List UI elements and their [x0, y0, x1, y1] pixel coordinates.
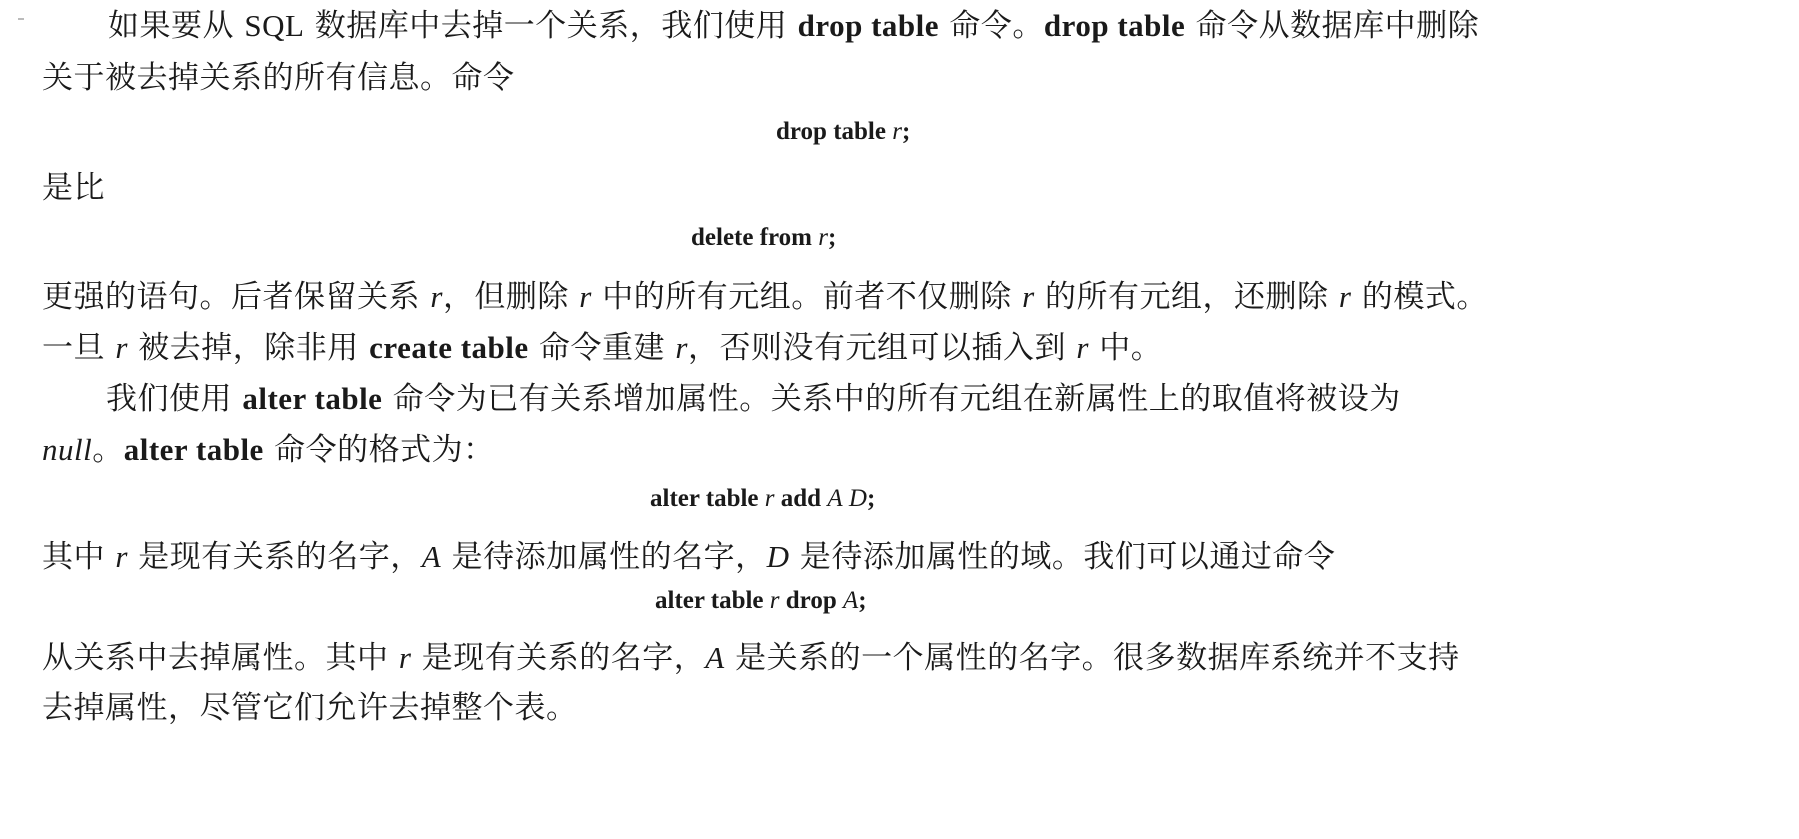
code-alter-table-drop: [655, 586, 867, 616]
text: 被去掉，除非用: [127, 330, 370, 366]
code-semicolon: ;: [901, 118, 911, 145]
code-semicolon: ;: [866, 485, 876, 512]
text: 中。: [1088, 330, 1163, 366]
paragraph-2: [42, 168, 105, 208]
keyword-drop-table: drop table: [1043, 8, 1186, 43]
code-keyword: drop: [785, 587, 837, 614]
text: 数据库中去掉一个关系，我们使用: [304, 8, 798, 44]
code-drop-table: [776, 117, 910, 147]
text: 从关系中去掉属性。其中: [42, 640, 399, 676]
var-a: A: [421, 539, 442, 574]
var-r: r: [115, 539, 128, 574]
code-keyword: delete from: [691, 224, 813, 251]
text: ，否则没有元组可以插入到: [687, 330, 1077, 366]
var-r: r: [1022, 279, 1035, 314]
code-alter-table-add: [650, 484, 875, 514]
paragraph-1-line-1: [108, 6, 1479, 46]
paragraph-4-line-1: [106, 379, 1401, 419]
keyword-alter-table: alter table: [123, 432, 264, 467]
var-a: A: [705, 640, 725, 675]
text: 命令从数据库中删除: [1185, 8, 1480, 44]
paragraph-3-line-2: [42, 328, 1162, 368]
code-keyword: alter table: [655, 587, 764, 614]
code-semicolon: ;: [858, 587, 867, 614]
var-r: r: [1076, 330, 1089, 365]
paragraph-1-line-2: [42, 58, 515, 98]
var-null: null: [42, 432, 93, 467]
text: 的所有元组，还删除: [1034, 279, 1339, 315]
scan-speck: [18, 18, 24, 20]
text: 是待添加属性的域。我们可以通过命令: [789, 539, 1336, 575]
keyword-drop-table: drop table: [797, 8, 940, 43]
text: 是待添加属性的名字，: [441, 539, 767, 575]
paragraph-3-line-1: [42, 277, 1488, 317]
text: 。: [92, 432, 124, 468]
code-keyword: alter table: [650, 485, 759, 512]
code-delete-from: [691, 223, 836, 253]
text: 更强的语句。后者保留关系: [42, 279, 431, 315]
code-var: r: [818, 224, 828, 251]
text: 命令为已有关系增加属性。关系中的所有元组在新属性上的取值将被设为: [382, 381, 1401, 417]
var-d: D: [766, 539, 790, 574]
paragraph-6-line-2: [42, 688, 578, 728]
keyword-alter-table: alter table: [242, 381, 383, 416]
code-keyword: add: [780, 485, 822, 512]
code-var: D: [848, 485, 867, 512]
paragraph-4-line-2: [42, 430, 495, 470]
text: 我们使用: [106, 381, 243, 417]
paragraph-6-line-1: [42, 638, 1460, 678]
code-semicolon: ;: [828, 224, 837, 251]
code-var: r: [769, 587, 780, 614]
var-r: r: [1338, 279, 1352, 314]
text: 是比: [42, 170, 105, 206]
text: 其中: [42, 539, 116, 575]
text-sql: SQL: [244, 8, 305, 43]
var-r: r: [430, 279, 443, 314]
text: 去掉属性，尽管它们允许去掉整个表。: [42, 690, 578, 726]
code-var: A: [842, 587, 859, 614]
text: 命令。: [939, 8, 1044, 44]
text: 一旦: [42, 330, 116, 366]
text: 是现有关系的名字，: [127, 539, 422, 575]
var-r: r: [579, 279, 592, 314]
var-r: r: [675, 330, 688, 365]
code-var: A: [827, 485, 843, 512]
text: 是关系的一个属性的名字。很多数据库系统并不支持: [724, 640, 1460, 676]
var-r: r: [115, 330, 128, 365]
text: 如果要从: [108, 8, 245, 44]
code-var: r: [764, 485, 775, 512]
text: 命令的格式为：: [263, 432, 495, 468]
keyword-create-table: create table: [369, 330, 529, 365]
text: 命令重建: [528, 330, 676, 366]
text: 是现有关系的名字，: [411, 640, 706, 676]
text: 中的所有元组。前者不仅删除: [591, 279, 1023, 315]
text: 的模式。: [1351, 279, 1488, 315]
text: 关于被去掉关系的所有信息。命令: [42, 60, 515, 96]
code-keyword: drop table: [776, 118, 886, 145]
code-var: r: [892, 118, 902, 145]
paragraph-5: [42, 537, 1335, 577]
var-r: r: [398, 640, 412, 675]
text: ，但删除: [442, 279, 580, 315]
